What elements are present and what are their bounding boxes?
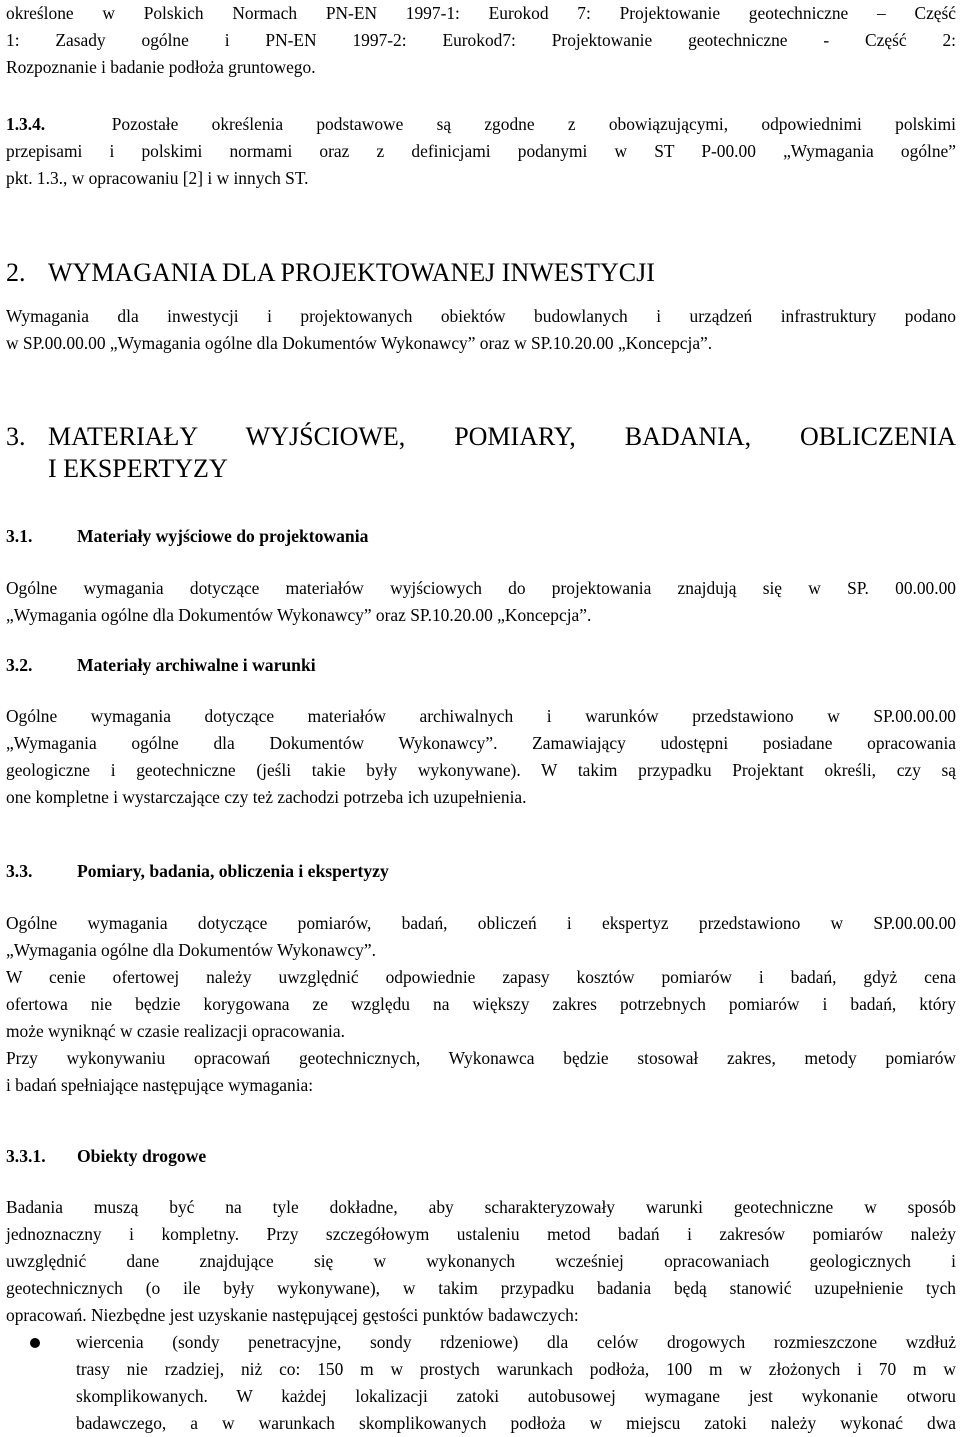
section-3-3-1-paragraph bbox=[6, 1194, 956, 1329]
text-line: Ogólne wymagania dotyczące pomiarów, badań, obliczeń i ekspertyz przedstawiono w SP.00.00.00 bbox=[6, 913, 956, 933]
section-3-3-heading bbox=[6, 858, 956, 885]
section-3-1-heading bbox=[6, 523, 956, 550]
text-line: opracowań. Niezbędne jest uzyskanie następującej gęstości punktów badawczych: bbox=[6, 1305, 579, 1325]
text-line: one kompletne i wystarczające czy też zachodzi potrzeba ich uzupełnienia. bbox=[6, 787, 527, 807]
bullet-icon bbox=[30, 1338, 40, 1348]
heading-title: MATERIAŁY WYJŚCIOWE, POMIARY, BADANIA, OBLICZENIA bbox=[48, 422, 956, 451]
text-line bbox=[6, 111, 956, 138]
section-3-3-1-heading bbox=[6, 1143, 956, 1170]
text-line: przepisami i polskimi normami oraz z definicjami podanymi w ST P-00.00 „Wymagania ogólne” bbox=[6, 141, 956, 161]
bullet-list bbox=[6, 1329, 956, 1437]
heading-number: 3.1. bbox=[6, 526, 33, 546]
text-line: Badania muszą być na tyle dokładne, aby scharakteryzowały warunki geotechniczne w sposób bbox=[6, 1197, 956, 1217]
section-number: 1.3.4. bbox=[6, 114, 46, 134]
heading-title: Pomiary, badania, obliczenia i ekspertyzy bbox=[77, 861, 389, 881]
heading-number: 3. bbox=[6, 422, 26, 451]
text-line: geologiczne i geotechniczne (jeśli takie były wykonywane). W takim przypadku Projektant określi, czy są bbox=[6, 760, 956, 780]
text-line: badawczego, a w warunkach skomplikowanych podłoża w miejscu zatoki należy wykonać dwa bbox=[76, 1413, 956, 1433]
text-line: uwzględnić dane znajdujące się w wykonanych wcześniej opracowaniach geologicznych i bbox=[6, 1251, 956, 1271]
text-line: Wymagania dla inwestycji i projektowanych obiektów budowlanych i urządzeń infrastruktury podano bbox=[6, 306, 956, 326]
heading-number: 2. bbox=[6, 258, 26, 287]
section-3-2-paragraph bbox=[6, 703, 956, 811]
text-line: skomplikowanych. W każdej lokalizacji zatoki autobusowej wymagane jest wykonanie otworu bbox=[76, 1386, 956, 1406]
text-line: może wyniknąć w czasie realizacji opracowania. bbox=[6, 1021, 345, 1041]
text-line: Ogólne wymagania dotyczące materiałów wyjściowych do projektowania znajdują się w SP. 00.00.00 bbox=[6, 578, 956, 598]
heading-number: 3.3. bbox=[6, 861, 33, 881]
section-3-2-heading bbox=[6, 652, 956, 679]
section-3-1-paragraph bbox=[6, 575, 956, 629]
text-line: Przy wykonywaniu opracowań geotechnicznych, Wykonawca będzie stosował zakres, metody pomiarów bbox=[6, 1048, 956, 1068]
text-line: wiercenia (sondy penetracyjne, sondy rdzeniowe) dla celów drogowych rozmieszczone wzdłuż bbox=[76, 1332, 956, 1352]
text-line: określone w Polskich Normach PN-EN 1997-1: Eurokod 7: Projektowanie geotechniczne – Część bbox=[6, 3, 956, 23]
heading-title: WYMAGANIA DLA PROJEKTOWANEJ INWESTYCJI bbox=[48, 258, 655, 287]
heading-title: Obiekty drogowe bbox=[77, 1146, 207, 1166]
heading-line bbox=[6, 421, 956, 453]
intro-paragraph bbox=[6, 0, 956, 81]
text-line: „Wymagania ogólne dla Dokumentów Wykonawcy”. bbox=[6, 940, 376, 960]
section-3-3-paragraph bbox=[6, 910, 956, 1099]
text-line: Rozpoznanie i badanie podłoża gruntowego. bbox=[6, 57, 316, 77]
section-2-heading bbox=[6, 257, 956, 289]
text-line: w SP.00.00.00 „Wymagania ogólne dla Dokumentów Wykonawcy” oraz w SP.10.20.00 „Koncepcja”. bbox=[6, 333, 713, 353]
text-line: pkt. 1.3., w opracowaniu [2] i w innych ST. bbox=[6, 168, 309, 188]
text-line: geotechnicznych (o ile były wykonywane), w takim przypadku badania będą stanowić uzupełnienie tych bbox=[6, 1278, 956, 1298]
section-2-paragraph bbox=[6, 303, 956, 357]
heading-line: I EKSPERTYZY bbox=[48, 454, 228, 483]
list-item bbox=[76, 1329, 956, 1437]
heading-title: Materiały archiwalne i warunki bbox=[77, 655, 316, 675]
text-line: trasy nie rzadziej, niż co: 150 m w prostych warunkach podłoża, 100 m w złożonych i 70 m w bbox=[76, 1359, 956, 1379]
heading-number: 3.2. bbox=[6, 655, 33, 675]
text-line: i badań spełniające następujące wymagania: bbox=[6, 1075, 314, 1095]
heading-title: Materiały wyjściowe do projektowania bbox=[77, 526, 369, 546]
text-line: jednoznaczny i kompletny. Przy szczegółowym ustaleniu metod badań i zakresów pomiarów należy bbox=[6, 1224, 956, 1244]
text-line: W cenie ofertowej należy uwzględnić odpowiednie zapasy kosztów pomiarów i badań, gdyż cena bbox=[6, 967, 956, 987]
text-line: „Wymagania ogólne dla Dokumentów Wykonawcy” oraz SP.10.20.00 „Koncepcja”. bbox=[6, 605, 592, 625]
section-text: Pozostałe określenia podstawowe są zgodne z obowiązującymi, odpowiednimi polskimi bbox=[111, 114, 956, 134]
text-line: Ogólne wymagania dotyczące materiałów archiwalnych i warunków przedstawiono w SP.00.00.00 bbox=[6, 706, 956, 726]
text-line: ofertowa nie będzie korygowana ze względu na większy zakres potrzebnych pomiarów i badań, który bbox=[6, 994, 956, 1014]
text-line: „Wymagania ogólne dla Dokumentów Wykonawcy”. Zamawiający udostępni posiadane opracowania bbox=[6, 733, 956, 753]
text-line: 1: Zasady ogólne i PN-EN 1997-2: Eurokod7: Projektowanie geotechniczne - Część 2: bbox=[6, 30, 956, 50]
heading-number: 3.3.1. bbox=[6, 1146, 46, 1166]
section-1-3-4 bbox=[6, 111, 956, 192]
section-3-heading bbox=[6, 421, 956, 485]
